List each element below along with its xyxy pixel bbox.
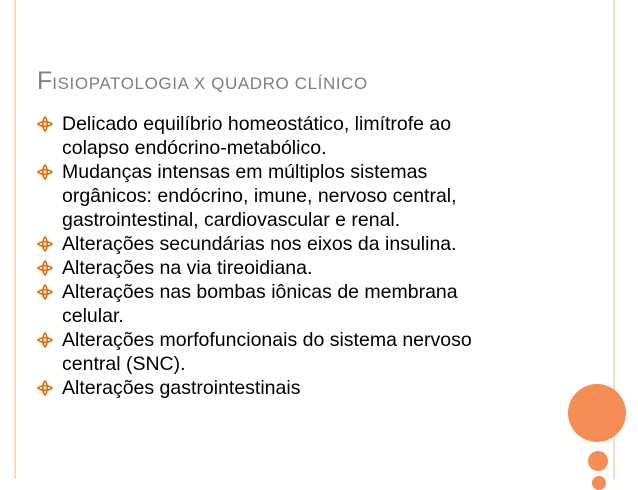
bullet-item [37,232,557,256]
bullet-line: Delicado equilíbrio homeostático, limítrofe ao [62,113,452,135]
decorative-circle-medium [588,451,608,471]
bullet-item [37,112,557,160]
bullet-icon [37,160,57,184]
bullet-item [37,280,557,328]
bullet-item [37,328,557,376]
bullet-item [37,256,557,280]
bullet-list [37,112,557,400]
bullet-icon [37,256,57,280]
bullet-line: Mudanças intensas em múltiplos sistemas [62,161,428,183]
bullet-icon [37,112,57,136]
decorative-circle-small [592,476,606,490]
bullet-line: Alterações secundárias nos eixos da insulina. [62,233,457,255]
bullet-line: Alterações na via tireoidiana. [62,257,313,279]
bullet-line: Alterações nas bombas iônicas de membrana [62,281,458,303]
bullet-line: Alterações gastrointestinais [62,377,301,399]
bullet-line: orgânicos: endócrino, imune, nervoso central, [62,185,457,207]
bullet-line: colapso endócrino-metabólico. [62,137,327,159]
bullet-line: gastrointestinal, cardiovascular e renal. [62,209,401,231]
bullet-icon [37,232,57,256]
slide-title-initial: F [37,67,53,95]
slide-title-rest: ISIOPATOLOGIA X QUADRO CLÍNICO [52,74,368,93]
bullet-line: Alterações morfofuncionais do sistema nervoso [62,329,472,351]
bullet-icon [37,376,57,400]
bullet-line: celular. [62,305,124,327]
bullet-item [37,376,557,400]
decorative-circle-large [568,384,626,442]
bullet-icon [37,328,57,352]
slide-title [37,64,368,98]
bullet-icon [37,280,57,304]
bullet-line: central (SNC). [62,353,186,375]
bullet-item [37,160,557,232]
